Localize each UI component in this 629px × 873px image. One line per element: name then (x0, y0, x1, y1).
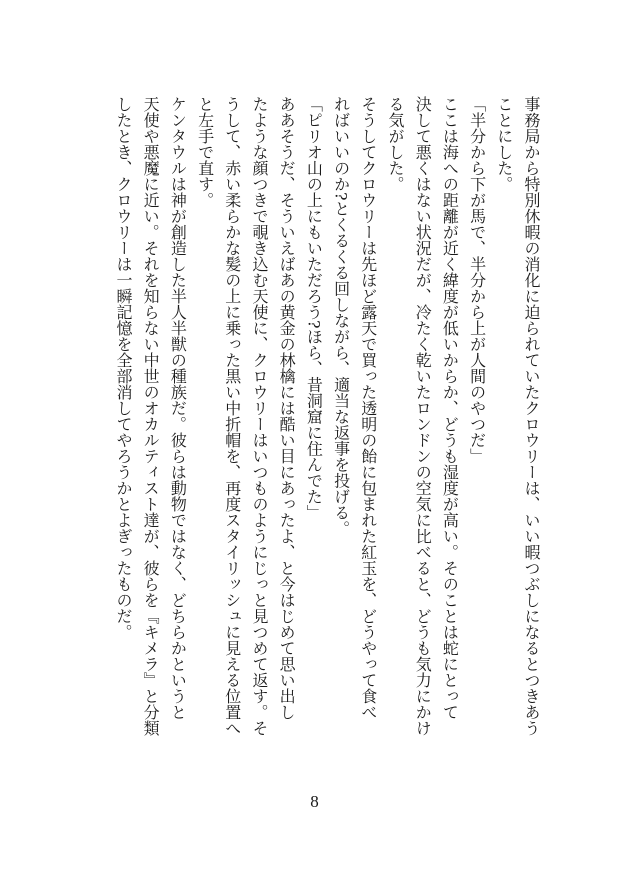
vertical-body-text (110, 96, 545, 762)
text-line: 決して悪くはない状況だが、冷たく乾いたロンドンの空気に比べると、どうも気力にかけ (413, 96, 433, 736)
text-line: と左手で直す。 (195, 96, 215, 208)
text-line: 「ピリオ山の上にもいただろう?ほら、昔洞窟に住んでた」 (304, 96, 324, 521)
text-line: 「半分から下が馬で、半分から上が人間のやつだ」 (467, 96, 487, 464)
text-line: ればいいのか?とくるくる回しながら、適当な返事を投げる。 (331, 96, 351, 537)
text-line: 事務局から特別休暇の消化に迫られていたクロウリーは、いい暇つぶしになるとつきあう (522, 96, 541, 736)
page-number: 8 (310, 792, 319, 811)
text-line: ケンタウルは神が創造した半人半獣の種族だ。彼らは動物ではなく、どちらかというと (168, 96, 188, 720)
text-line: る気がした。 (385, 96, 405, 192)
text-line: 天使や悪魔に近い。それを知らない中世のオカルティスト達が、彼らを『キメラ』と分類 (141, 96, 161, 736)
text-line: そうしてクロウリーは先ほど露天で買った透明の飴に包まれた紅玉を、どうやって食べ (358, 96, 378, 720)
text-line: ああそうだ、そういえばあの黄金の林檎には酷い目にあったよ、と今はじめて思い出し (277, 96, 297, 720)
text-line: ことにした。 (494, 96, 514, 192)
text-line: したとき、クロウリーは一瞬記憶を全部消してやろうかとよぎったものだ。 (113, 96, 133, 640)
text-line: ここは海への距離が近く緯度が低いからか、どうも湿度が高い。そのことは蛇にとって (440, 96, 460, 720)
text-line: たような顔つきで覗き込む天使に、クロウリーはいつものようにじっと見つめて返す。そ (249, 96, 269, 736)
text-line: うして、赤い柔らかな髪の上に乗った黒い中折帽を、再度スタイリッシュに見える位置へ (222, 96, 242, 736)
